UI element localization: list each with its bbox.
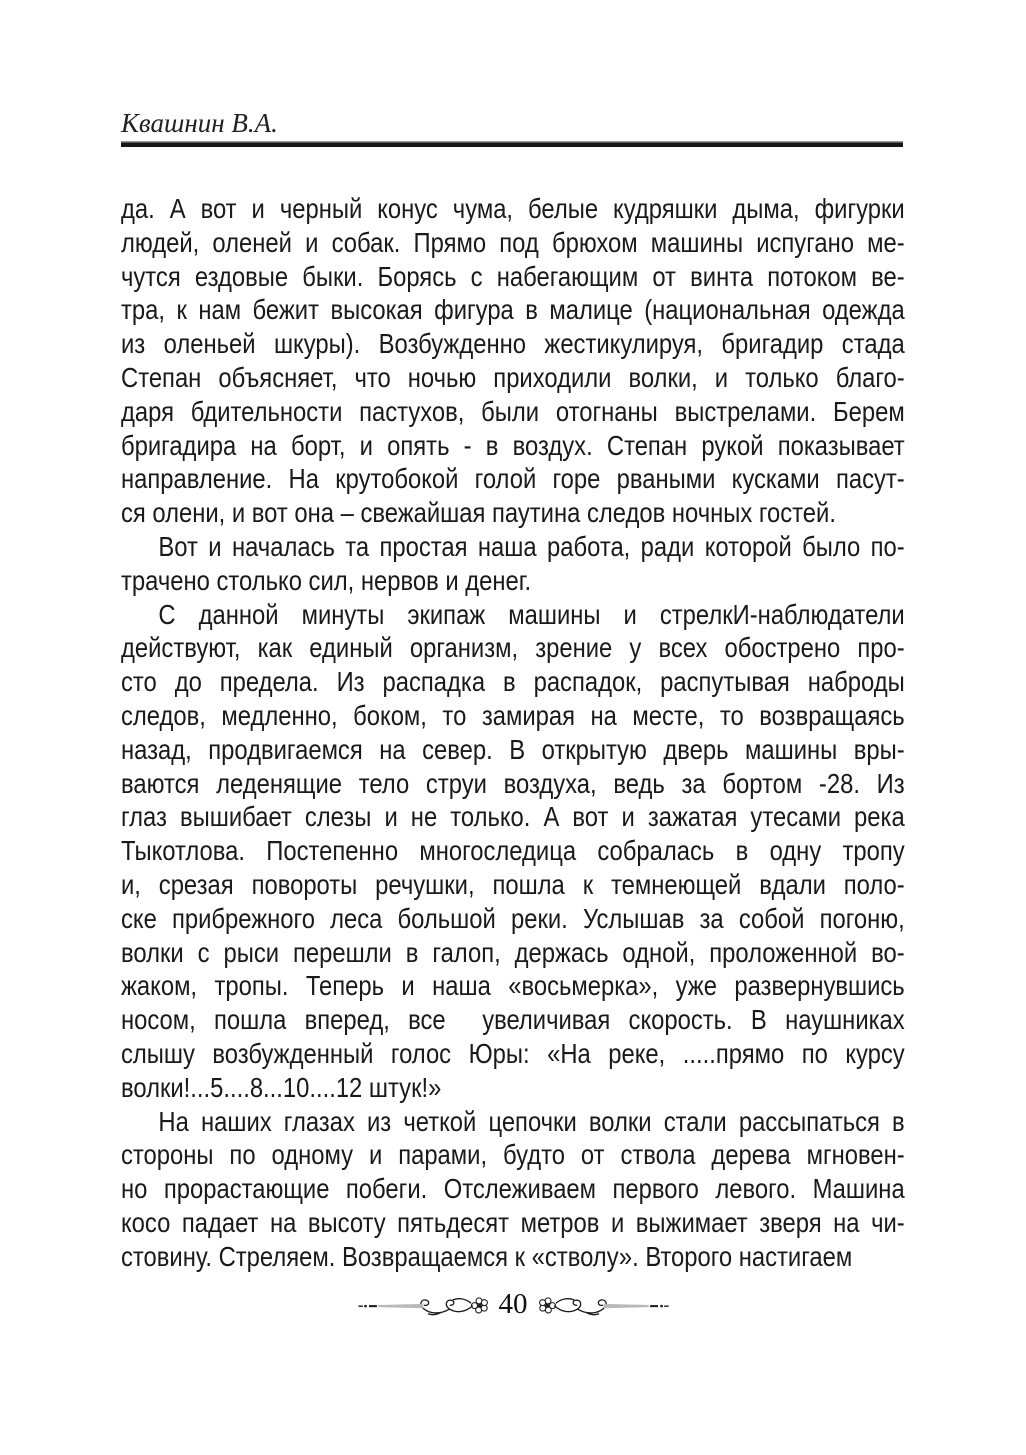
text-line: стороны по одному и парами, будто от ствола дерева мгновен- <box>121 1139 905 1171</box>
text-line: Вот и началась та простая наша работа, ради которой было по- <box>158 530 905 562</box>
text-line: даря бдительности пастухов, были отогнаны выстрелами. Берем <box>121 395 905 427</box>
text-line: ваются леденящие тело струи воздуха, ведь за бортом -28. Из <box>121 767 905 799</box>
text-line: Степан объясняет, что ночью приходили волки, и только благо- <box>121 361 905 393</box>
text-line: С данной минуты экипаж машины и стрелкИ-наблюдатели <box>158 598 905 630</box>
text-line: стовину. Стреляем. Возвращаемся к «стволу». Второго настигаем <box>121 1240 853 1272</box>
text-line: трачено столько сил, нервов и денег. <box>121 564 532 596</box>
text-line: ске прибрежного леса большой реки. Услышав за собой погоню, <box>121 902 905 934</box>
text-line: носом, пошла вперед, все увеличивая скорость. В наушниках <box>121 1004 905 1036</box>
page-number: 40 <box>498 1288 528 1320</box>
page-footer <box>0 1290 1026 1321</box>
text-block <box>121 192 905 1274</box>
text-line: волки с рыси перешли в галоп, держась одной, проложенной во- <box>121 936 905 968</box>
text-line: жаком, тропы. Теперь и наша «восьмерка», уже развернувшись <box>121 970 905 1002</box>
text-line: На наших глазах из четкой цепочки волки стали рассыпаться в <box>158 1105 905 1137</box>
footer-flourish-left-icon <box>358 1293 490 1319</box>
text-line: назад, продвигаемся на север. В открытую дверь машины вры- <box>121 733 905 765</box>
text-line: людей, оленей и собак. Прямо под брюхом машины испугано ме- <box>121 226 905 258</box>
text-line: следов, медленно, боком, то замирая на месте, то возвращаясь <box>121 699 905 731</box>
text-line: но прорастающие побеги. Отслеживаем первого левого. Машина <box>121 1173 905 1205</box>
text-line: сто до предела. Из распадка в распадок, распутывая наброды <box>121 666 905 698</box>
text-line: косо падает на высоту пятьдесят метров и выжимает зверя на чи- <box>121 1206 905 1238</box>
text-line: чутся ездовые быки. Борясь с набегающим от винта потоком ве- <box>121 260 905 292</box>
text-line: волки!...5....8...10....12 штук!» <box>121 1071 442 1103</box>
running-header <box>121 108 904 138</box>
text-line: из оленьей шкуры). Возбужденно жестикулируя, бригадир стада <box>121 328 905 360</box>
text-line: Тыкотлова. Постепенно многоследица собралась в одну тропу <box>121 835 905 867</box>
author-name: Квашнин В.А. <box>121 108 278 138</box>
text-line: направление. На крутобокой голой горе рваными кусками пасут- <box>121 463 905 495</box>
text-line: тра, к нам бежит высокая фигура в малице (национальная одежда <box>121 294 905 326</box>
text-line: да. А вот и черный конус чума, белые кудряшки дыма, фигурки <box>121 193 905 224</box>
text-line: и, срезая повороты речушки, пошла к темнеющей вдали поло- <box>121 868 905 900</box>
text-line: бригадира на борт, и опять - в воздух. Степан рукой показывает <box>121 429 905 461</box>
header-rule <box>121 141 903 147</box>
text-line: слышу возбужденный голос Юры: «На реке, .....прямо по курсу <box>121 1037 905 1069</box>
footer-flourish-right-icon <box>537 1293 669 1319</box>
text-line: глаз вышибает слезы и не только. А вот и зажатая утесами река <box>121 801 905 833</box>
text-line: ся олени, и вот она – свежайшая паутина следов ночных гостей. <box>121 497 836 529</box>
text-line: действуют, как единый организм, зрение у всех обострено про- <box>121 632 905 664</box>
